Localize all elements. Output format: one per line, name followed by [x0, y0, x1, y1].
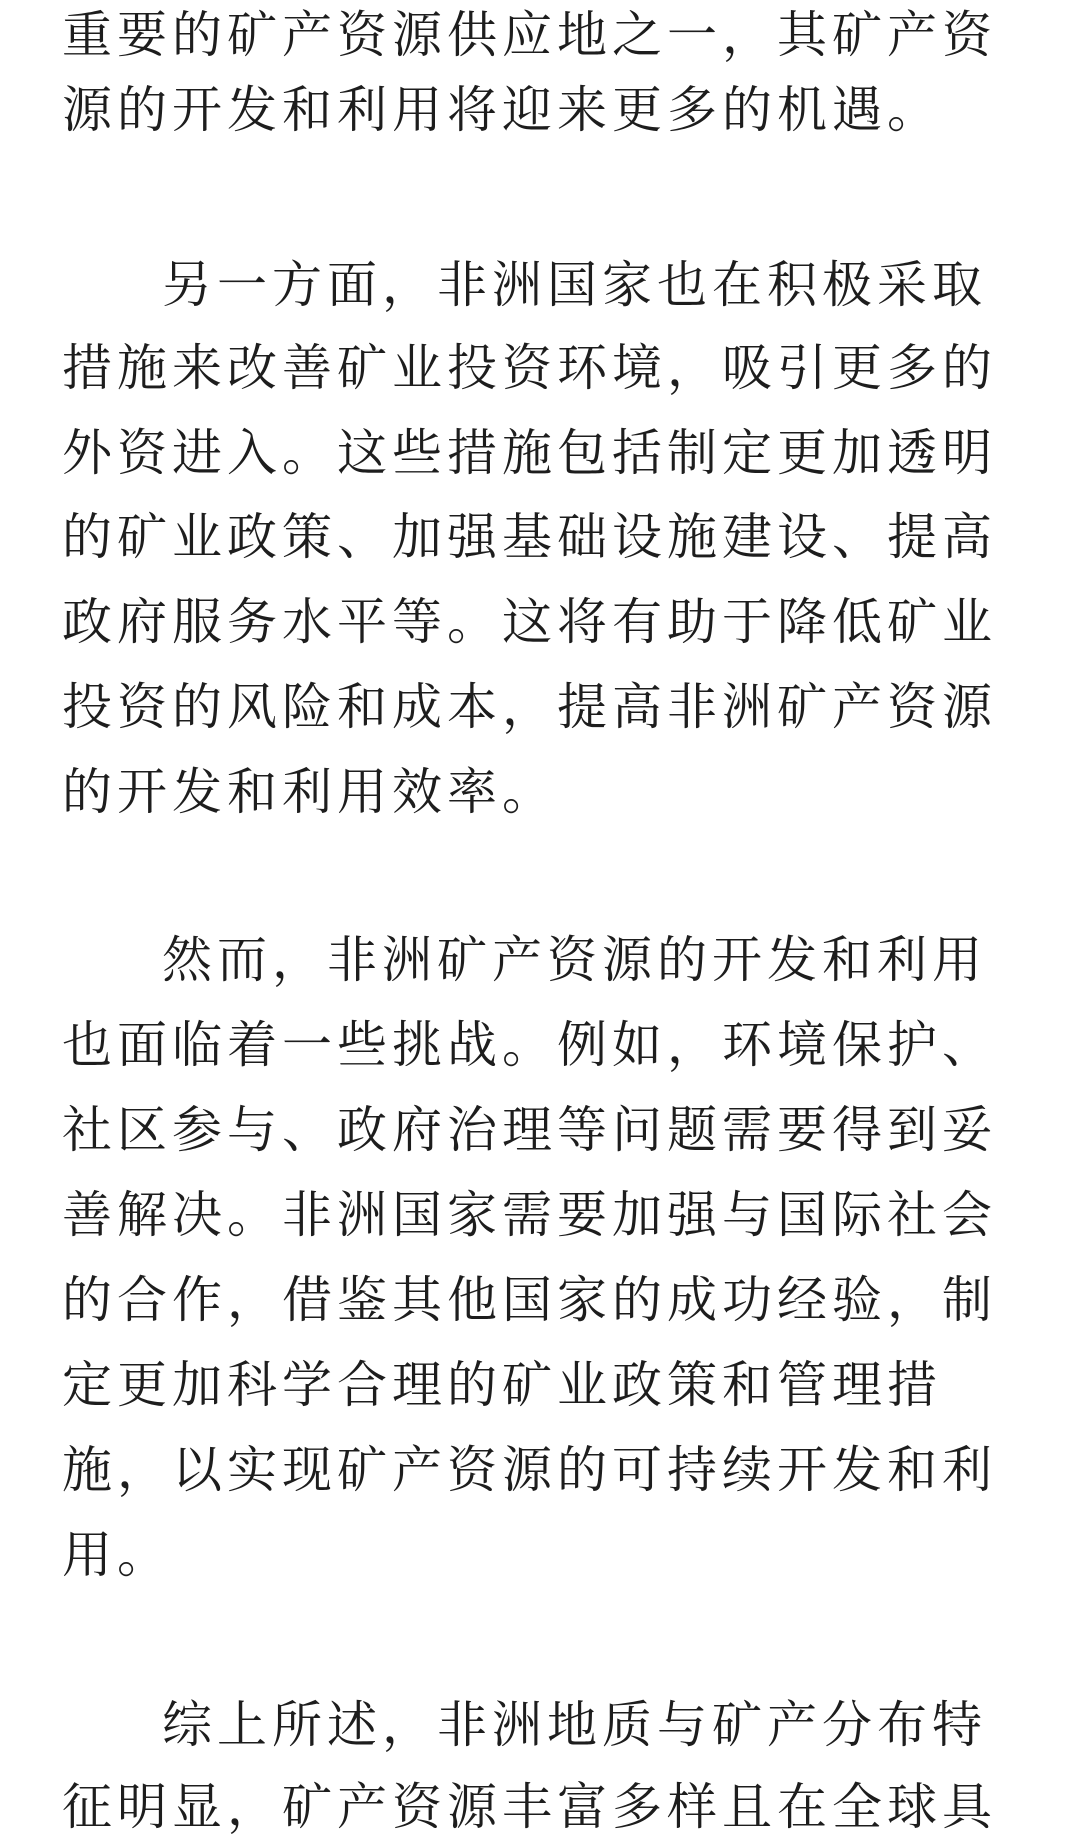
paragraph-1-line-1: 重要的矿产资源供应地之一，其矿产资	[62, 6, 997, 64]
paragraph-3-line-3: 社区参与、政府治理等问题需要得到妥	[62, 1101, 997, 1159]
paragraph-1-line-2: 源的开发和利用将迎来更多的机遇。	[62, 81, 942, 139]
paragraph-2-line-3: 外资进入。这些措施包括制定更加透明	[62, 424, 997, 482]
paragraph-4-line-1: 综上所述，非洲地质与矿产分布特	[162, 1696, 987, 1754]
paragraph-2-line-7: 的开发和利用效率。	[62, 763, 557, 821]
paragraph-3-line-6: 定更加科学合理的矿业政策和管理措	[62, 1356, 942, 1414]
paragraph-2-line-1: 另一方面，非洲国家也在积极采取	[162, 256, 987, 314]
paragraph-3-line-7: 施，以实现矿产资源的可持续开发和利	[62, 1441, 997, 1499]
paragraph-3-line-2: 也面临着一些挑战。例如，环境保护、	[62, 1016, 997, 1074]
paragraph-3-line-8: 用。	[62, 1526, 172, 1584]
paragraph-3-line-1: 然而，非洲矿产资源的开发和利用	[162, 931, 987, 989]
paragraph-2-line-5: 政府服务水平等。这将有助于降低矿业	[62, 593, 997, 651]
paragraph-3-line-4: 善解决。非洲国家需要加强与国际社会	[62, 1186, 997, 1244]
paragraph-2-line-2: 措施来改善矿业投资环境，吸引更多的	[62, 339, 997, 397]
paragraph-3-line-5: 的合作，借鉴其他国家的成功经验，制	[62, 1271, 997, 1329]
paragraph-2-line-6: 投资的风险和成本，提高非洲矿产资源	[62, 678, 997, 736]
paragraph-4-line-2: 征明显，矿产资源丰富多样且在全球具	[62, 1778, 997, 1836]
paragraph-2-line-4: 的矿业政策、加强基础设施建设、提高	[62, 508, 997, 566]
